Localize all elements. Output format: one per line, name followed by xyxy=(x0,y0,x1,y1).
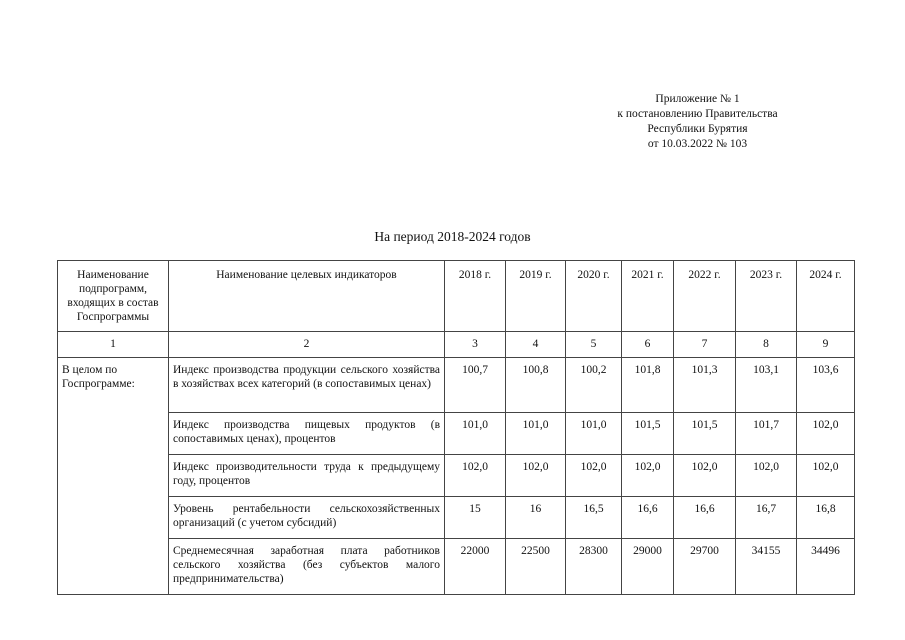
table-row xyxy=(58,539,855,595)
value-cell: 22000 xyxy=(445,539,506,595)
value-cell: 34496 xyxy=(797,539,855,595)
value-cell: 29000 xyxy=(622,539,674,595)
value-cell: 28300 xyxy=(566,539,622,595)
table-row xyxy=(58,497,855,539)
indicator-name: Индекс производства пищевых продуктов (в сопоставимых ценах), процентов xyxy=(169,413,445,455)
header-year: 2023 г. xyxy=(736,261,797,332)
column-number: 8 xyxy=(736,332,797,358)
value-cell: 16 xyxy=(506,497,566,539)
subprogram-name: В целом по Госпрограмме: xyxy=(58,358,169,595)
header-row xyxy=(58,261,855,332)
column-number: 2 xyxy=(169,332,445,358)
indicator-name: Индекс производительности труда к предыдущему году, процентов xyxy=(169,455,445,497)
value-cell: 29700 xyxy=(674,539,736,595)
value-cell: 102,0 xyxy=(797,413,855,455)
value-cell: 16,5 xyxy=(566,497,622,539)
value-cell: 16,6 xyxy=(674,497,736,539)
value-cell: 101,0 xyxy=(506,413,566,455)
value-cell: 100,8 xyxy=(506,358,566,413)
column-number: 3 xyxy=(445,332,506,358)
value-cell: 101,0 xyxy=(445,413,506,455)
value-cell: 101,5 xyxy=(674,413,736,455)
value-cell: 102,0 xyxy=(566,455,622,497)
value-cell: 100,2 xyxy=(566,358,622,413)
indicators-table xyxy=(57,260,855,595)
column-number: 1 xyxy=(58,332,169,358)
value-cell: 103,6 xyxy=(797,358,855,413)
value-cell: 102,0 xyxy=(622,455,674,497)
value-cell: 16,7 xyxy=(736,497,797,539)
value-cell: 101,0 xyxy=(566,413,622,455)
value-cell: 102,0 xyxy=(445,455,506,497)
header-indicator: Наименование целевых индикаторов xyxy=(169,261,445,332)
header-year: 2024 г. xyxy=(797,261,855,332)
column-number: 4 xyxy=(506,332,566,358)
value-cell: 103,1 xyxy=(736,358,797,413)
appendix-note xyxy=(590,92,805,152)
appendix-line: Республики Бурятия xyxy=(647,123,748,135)
appendix-line: к постановлению Правительства xyxy=(617,108,778,120)
value-cell: 102,0 xyxy=(736,455,797,497)
header-year: 2022 г. xyxy=(674,261,736,332)
value-cell: 102,0 xyxy=(797,455,855,497)
value-cell: 102,0 xyxy=(506,455,566,497)
header-year: 2021 г. xyxy=(622,261,674,332)
column-number-row xyxy=(58,332,855,358)
table-row xyxy=(58,358,855,413)
header-year: 2019 г. xyxy=(506,261,566,332)
table-row xyxy=(58,455,855,497)
period-title: На период 2018-2024 годов xyxy=(374,229,531,244)
column-number: 5 xyxy=(566,332,622,358)
value-cell: 16,6 xyxy=(622,497,674,539)
appendix-line: от 10.03.2022 № 103 xyxy=(647,138,748,150)
value-cell: 15 xyxy=(445,497,506,539)
header-year: 2020 г. xyxy=(566,261,622,332)
indicator-name: Индекс производства продукции сельского хозяйства в хозяйствах всех категорий (в сопоставимых ценах) xyxy=(169,358,445,413)
value-cell: 16,8 xyxy=(797,497,855,539)
table-row xyxy=(58,413,855,455)
value-cell: 22500 xyxy=(506,539,566,595)
column-number: 9 xyxy=(797,332,855,358)
header-subprogram: Наименование подпрограмм, входящих в состав Госпрограммы xyxy=(58,261,169,332)
indicator-name: Уровень рентабельности сельскохозяйственных организаций (с учетом субсидий) xyxy=(169,497,445,539)
value-cell: 100,7 xyxy=(445,358,506,413)
appendix-line: Приложение № 1 xyxy=(655,93,740,105)
indicator-name: Среднемесячная заработная плата работников сельского хозяйства (без субъектов малого предпринимательства) xyxy=(169,539,445,595)
value-cell: 101,3 xyxy=(674,358,736,413)
column-number: 7 xyxy=(674,332,736,358)
value-cell: 102,0 xyxy=(674,455,736,497)
value-cell: 101,7 xyxy=(736,413,797,455)
value-cell: 101,8 xyxy=(622,358,674,413)
value-cell: 101,5 xyxy=(622,413,674,455)
header-year: 2018 г. xyxy=(445,261,506,332)
value-cell: 34155 xyxy=(736,539,797,595)
column-number: 6 xyxy=(622,332,674,358)
